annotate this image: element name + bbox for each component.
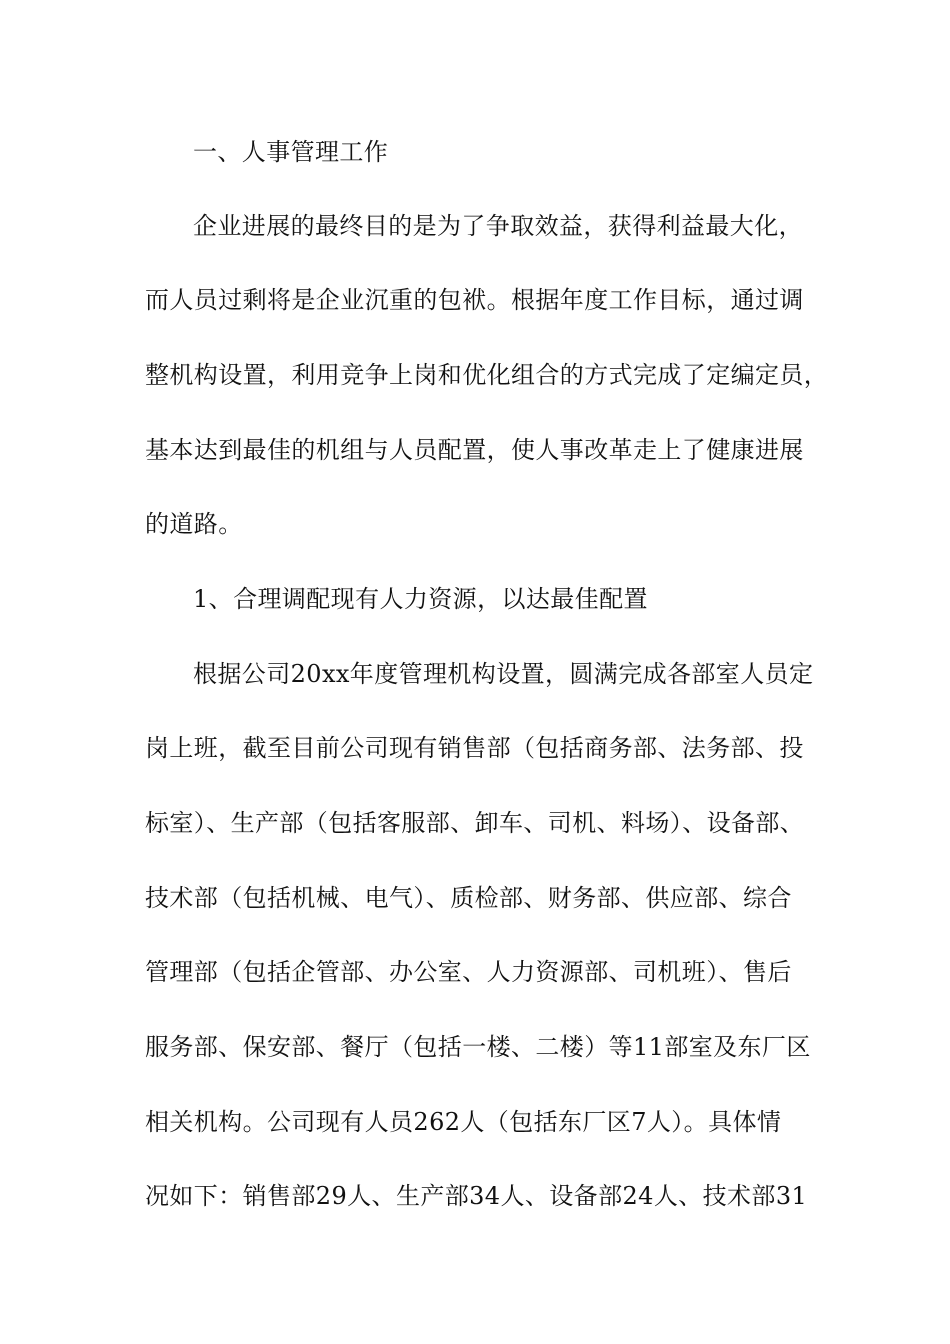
paragraph-line: 整机构设置，利用竞争上岗和优化组合的方式完成了定编定员， xyxy=(145,361,829,389)
paragraph-line: 的道路。 xyxy=(145,510,243,538)
paragraph-line: 根据公司20xx年度管理机构设置，圆满完成各部室人员定 xyxy=(193,660,814,688)
paragraph-line: 管理部（包括企管部、办公室、人力资源部、司机班）、售后 xyxy=(145,958,792,986)
paragraph-line: 服务部、保安部、餐厅（包括一楼、二楼）等11部室及东厂区 xyxy=(145,1033,811,1061)
subsection-heading: 1、合理调配现有人力资源，以达最佳配置 xyxy=(193,585,648,613)
paragraph-line: 标室）、生产部（包括客服部、卸车、司机、料场）、设备部、 xyxy=(145,809,805,837)
paragraph-line: 企业进展的最终目的是为了争取效益，获得利益最大化， xyxy=(193,212,803,240)
section-heading: 一、人事管理工作 xyxy=(193,138,389,166)
paragraph-line: 岗上班，截至目前公司现有销售部（包括商务部、法务部、投 xyxy=(145,734,804,762)
paragraph-line: 况如下：销售部29人、生产部34人、设备部24人、技术部31 xyxy=(145,1182,808,1210)
paragraph-line: 而人员过剩将是企业沉重的包袱。根据年度工作目标，通过调 xyxy=(145,286,804,314)
paragraph-line: 基本达到最佳的机组与人员配置，使人事改革走上了健康进展 xyxy=(145,436,804,464)
paragraph-line: 技术部（包括机械、电气）、质检部、财务部、供应部、综合 xyxy=(145,884,792,912)
paragraph-line: 相关机构。公司现有人员262人（包括东厂区7人）。具体情 xyxy=(145,1108,782,1136)
